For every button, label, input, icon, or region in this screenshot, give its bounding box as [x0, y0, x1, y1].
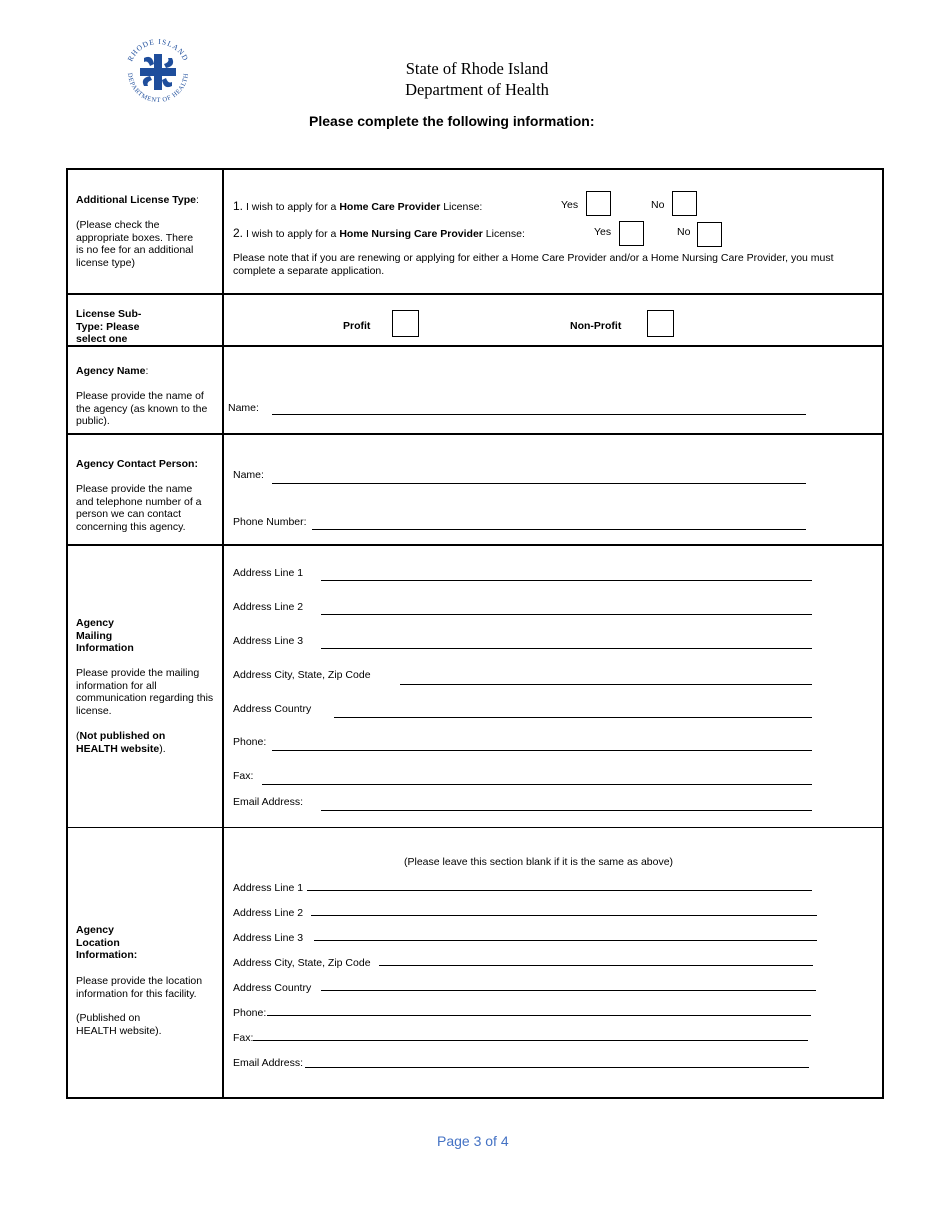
mailing-not-published: [76, 730, 166, 755]
contact-name-label: Name:: [233, 469, 264, 481]
q2-prefix: I wish to apply for a: [245, 228, 340, 240]
contact-description: Please provide the name and telephone number of a person we can contact concerning this agency.: [76, 483, 202, 533]
paren-close: ).: [159, 742, 166, 755]
location-fax-input[interactable]: [253, 1040, 808, 1041]
q2-no-label: No: [677, 226, 691, 238]
mailing-email-label: Email Address:: [233, 796, 304, 808]
location-city-input[interactable]: [379, 965, 813, 966]
mailing-address2-input[interactable]: [321, 614, 812, 615]
paren-open: (: [76, 730, 80, 742]
mailing-address2-label: Address Line 2: [233, 601, 304, 613]
mailing-address3-label: Address Line 3: [233, 635, 304, 647]
profit-label: Profit: [343, 320, 371, 332]
mailing-fax-input[interactable]: [262, 784, 812, 785]
not-published-text: Not published on HEALTH website: [76, 730, 166, 755]
q1-prefix: I wish to apply for a: [245, 201, 340, 213]
mailing-email-input[interactable]: [321, 810, 812, 811]
q2-suffix: License:: [482, 228, 525, 240]
mailing-label: Agency Mailing Information: [76, 617, 134, 655]
svg-text:DEPARTMENT OF HEALTH: DEPARTMENT OF HEALTH: [125, 72, 191, 105]
home-nursing-question: [233, 226, 525, 240]
location-published-note: (Published on HEALTH website).: [76, 1012, 162, 1037]
location-instruction: (Please leave this section blank if it is the same as above): [404, 856, 674, 868]
mailing-city-label: Address City, State, Zip Code: [233, 669, 371, 681]
home-nursing-no-checkbox[interactable]: [697, 222, 722, 247]
ri-health-logo: [118, 32, 198, 112]
contact-name-input[interactable]: [272, 483, 806, 484]
mailing-country-input[interactable]: [334, 717, 812, 718]
agency-name-title: Agency Name: [76, 365, 146, 377]
row-divider: [66, 433, 884, 435]
q1-yes-label: Yes: [561, 199, 579, 211]
license-type-title: Additional License Type: [76, 194, 196, 206]
agency-name-input[interactable]: [272, 414, 806, 415]
table-top-border: [66, 168, 884, 170]
q1-suffix: License:: [440, 201, 483, 213]
agency-name-description: Please provide the name of the agency (as known to the public).: [76, 390, 208, 428]
home-care-question: [233, 199, 482, 213]
location-description: Please provide the location information for this facility.: [76, 975, 203, 1000]
contact-phone-label: Phone Number:: [233, 516, 307, 528]
row-divider: [66, 293, 884, 295]
license-type-label: [76, 194, 218, 207]
location-address1-input[interactable]: [307, 890, 812, 891]
location-email-label: Email Address:: [233, 1057, 304, 1069]
table-left-border: [66, 168, 68, 1099]
location-address3-input[interactable]: [314, 940, 817, 941]
location-country-label: Address Country: [233, 982, 312, 994]
mailing-phone-input[interactable]: [272, 750, 812, 751]
mailing-fax-label: Fax:: [233, 770, 254, 782]
page-number: Page 3 of 4: [437, 1133, 509, 1149]
mailing-phone-label: Phone:: [233, 736, 267, 748]
q1-number: 1.: [233, 199, 244, 213]
contact-phone-input[interactable]: [312, 529, 806, 530]
row-divider: [66, 827, 884, 828]
department-title: Department of Health: [405, 80, 549, 99]
mailing-address1-label: Address Line 1: [233, 567, 304, 579]
license-type-description: (Please check the appropriate boxes. There is no fee for an additional license type): [76, 219, 194, 269]
profit-checkbox[interactable]: [392, 310, 419, 337]
mailing-city-input[interactable]: [400, 684, 812, 685]
license-type-colon: :: [196, 194, 199, 206]
location-country-input[interactable]: [321, 990, 816, 991]
agency-name-label: [76, 365, 216, 378]
home-nursing-yes-checkbox[interactable]: [619, 221, 644, 246]
table-bottom-border: [66, 1097, 884, 1099]
nonprofit-label: Non-Profit: [570, 320, 622, 332]
renewal-note: Please note that if you are renewing or applying for either a Home Care Provider and/or a Home Nursing Care Provider, you must complete a separate application.: [233, 252, 834, 277]
agency-name-field-label: Name:: [228, 402, 259, 414]
q2-yes-label: Yes: [594, 226, 612, 238]
state-title: State of Rhode Island: [405, 59, 549, 78]
agency-name-colon: :: [145, 365, 149, 377]
location-address2-input[interactable]: [311, 915, 817, 916]
location-address1-label: Address Line 1: [233, 882, 304, 894]
location-address3-label: Address Line 3: [233, 932, 304, 944]
table-right-border: [882, 168, 884, 1099]
location-email-input[interactable]: [305, 1067, 809, 1068]
mailing-address3-input[interactable]: [321, 648, 812, 649]
row-divider: [66, 544, 884, 546]
q2-number: 2.: [233, 226, 244, 240]
mailing-country-label: Address Country: [233, 703, 312, 715]
nonprofit-checkbox[interactable]: [647, 310, 674, 337]
mailing-description: Please provide the mailing information for all communication regarding this license.: [76, 667, 214, 717]
location-city-label: Address City, State, Zip Code: [233, 957, 371, 969]
location-label: Agency Location Information:: [76, 924, 138, 962]
subtype-label: License Sub-Type: Please select one: [76, 308, 142, 346]
row-divider: [66, 345, 884, 347]
q2-license-name: Home Nursing Care Provider: [339, 228, 483, 240]
q1-no-label: No: [651, 199, 665, 211]
contact-label: Agency Contact Person:: [76, 458, 198, 470]
home-care-yes-checkbox[interactable]: [586, 191, 611, 216]
intro-heading: Please complete the following information:: [309, 113, 595, 129]
location-fax-label: Fax:: [233, 1032, 254, 1044]
location-phone-input[interactable]: [267, 1015, 811, 1016]
location-phone-label: Phone:: [233, 1007, 267, 1019]
location-address2-label: Address Line 2: [233, 907, 304, 919]
column-divider: [222, 168, 224, 1099]
q1-license-name: Home Care Provider: [339, 201, 441, 213]
svg-text:RHODE ISLAND: RHODE ISLAND: [125, 36, 191, 63]
home-care-no-checkbox[interactable]: [672, 191, 697, 216]
mailing-address1-input[interactable]: [321, 580, 812, 581]
